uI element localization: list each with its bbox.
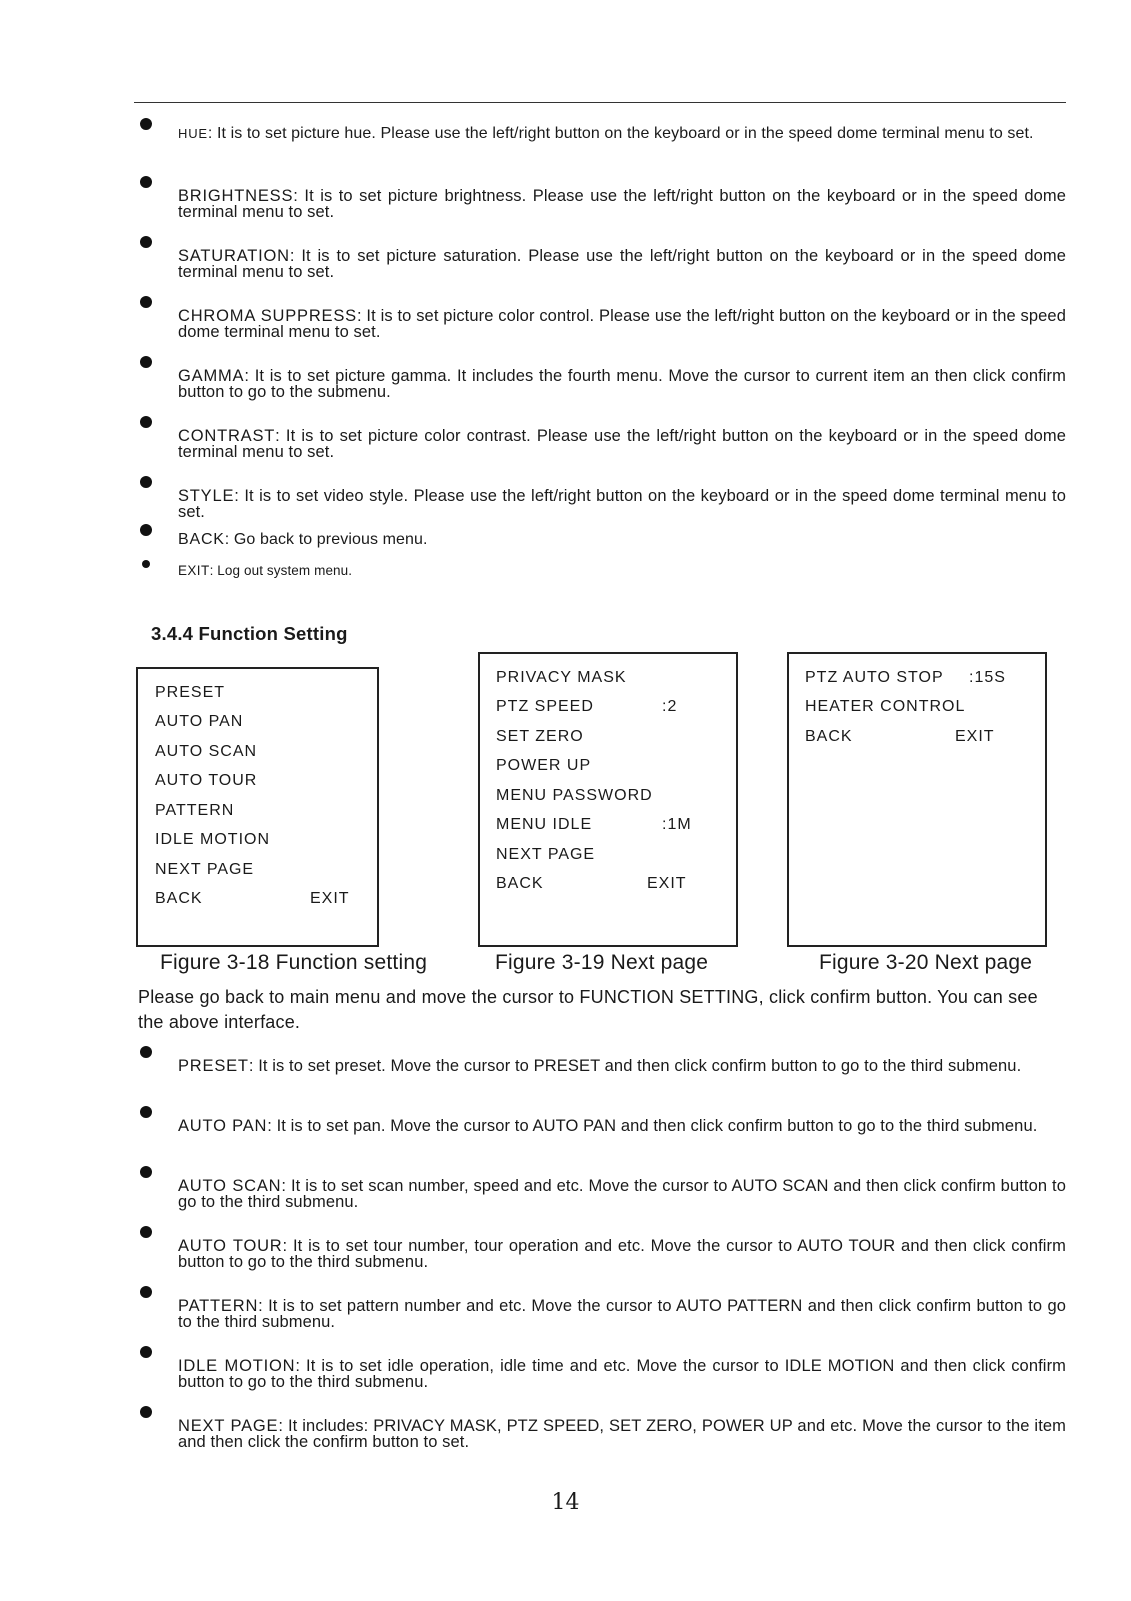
bullet-keyword: NEXT PAGE <box>178 1417 279 1435</box>
intro-paragraph: Please go back to main menu and move the cursor to FUNCTION SETTING, click confirm button. You can see the above interface. <box>138 987 1038 1032</box>
menu-value-menu-idle: :1M <box>662 816 692 833</box>
menu-item-idle-motion: IDLE MOTION <box>155 831 271 848</box>
bullet-keyword: HUE <box>178 126 208 141</box>
bullet-text: : It is to set picture color control. Please use the left/right button on the keyboard or in the speed dome terminal menu to set. <box>178 307 1066 341</box>
menu-item-power-up: POWER UP <box>496 757 592 774</box>
bullet-icon <box>140 118 152 130</box>
bullet-keyword: EXIT <box>178 563 210 578</box>
menu-item-set-zero: SET ZERO <box>496 728 584 745</box>
bullet-text: : Log out system menu. <box>209 563 353 578</box>
bullet-icon <box>140 1406 152 1418</box>
bullet-keyword: CHROMA SUPPRESS <box>178 307 357 325</box>
list-item <box>134 1346 1066 1390</box>
menu-item-preset: PRESET <box>155 684 226 701</box>
bullet-text: : It is to set picture brightness. Please use the left/right button on the keyboard or in the speed dome terminal menu to set. <box>178 187 1066 221</box>
bullet-keyword: STYLE <box>178 487 235 505</box>
menu-item-auto-scan: AUTO SCAN <box>155 743 258 760</box>
bullet-keyword: AUTO PAN <box>178 1117 268 1135</box>
list-item <box>134 560 1066 580</box>
menu-item-menu-idle: MENU IDLE <box>496 816 593 833</box>
bullet-icon <box>140 1226 152 1238</box>
list-item <box>134 236 1066 280</box>
menu-item-privacy-mask: PRIVACY MASK <box>496 669 627 686</box>
menu-item-back: BACK <box>155 890 203 907</box>
bullet-text: : It is to set picture gamma. It includes the fourth menu. Move the cursor to current item an then click confirm button to go to the submenu. <box>178 367 1066 401</box>
bullet-icon <box>142 560 150 568</box>
menu-item-auto-pan: AUTO PAN <box>155 713 244 730</box>
bullet-text: : Go back to previous menu. <box>224 531 428 548</box>
menu-item-ptz-speed: PTZ SPEED <box>496 698 594 715</box>
bullet-keyword: CONTRAST <box>178 427 276 445</box>
bullet-icon <box>140 476 152 488</box>
menu-item-exit: EXIT <box>955 728 995 745</box>
bullet-icon <box>140 236 152 248</box>
bullet-text: : It is to set video style. Please use the left/right button on the keyboard or in the speed dome terminal menu to set. <box>178 487 1066 521</box>
figure-caption-3-19: Figure 3-19 Next page <box>495 951 709 974</box>
list-item <box>134 176 1066 220</box>
bullet-text: : It is to set idle operation, idle time and etc. Move the cursor to IDLE MOTION and then click confirm button to go to the third submenu. <box>178 1357 1067 1391</box>
bullet-icon <box>140 296 152 308</box>
bullet-text: : It is to set picture hue. Please use the left/right button on the keyboard or in the speed dome terminal menu to set. <box>207 125 1034 142</box>
bullet-text: : It is to set pan. Move the cursor to AUTO PAN and then click confirm button to go to the third submenu. <box>267 1117 1038 1135</box>
bullet-icon <box>140 416 152 428</box>
bullet-keyword: AUTO TOUR <box>178 1237 283 1255</box>
list-item <box>134 524 1066 550</box>
page-number: 14 <box>551 1490 580 1515</box>
menu-function-setting <box>136 667 379 947</box>
bullet-keyword: BACK <box>178 531 225 548</box>
menu-item-heater-control: HEATER CONTROL <box>805 698 966 715</box>
list-item <box>134 356 1066 400</box>
list-item <box>134 1286 1066 1330</box>
bullet-keyword: IDLE MOTION <box>178 1357 296 1375</box>
menu-item-next-page: NEXT PAGE <box>155 861 255 878</box>
list-item <box>134 1106 1066 1134</box>
menu-item-menu-password: MENU PASSWORD <box>496 787 653 804</box>
bullet-icon <box>140 1106 152 1118</box>
bullet-icon <box>140 524 152 536</box>
bullet-keyword: PATTERN <box>178 1297 259 1315</box>
menu-next-page-1 <box>478 652 738 947</box>
menu-item-exit: EXIT <box>310 890 350 907</box>
menu-next-page-2 <box>787 652 1047 947</box>
bullet-keyword: GAMMA <box>178 367 245 385</box>
bullet-text: : It is to set pattern number and etc. Move the cursor to AUTO PATTERN and then click confirm button to go to the third submenu. <box>178 1297 1066 1331</box>
list-item <box>134 1166 1066 1210</box>
menu-item-next-page: NEXT PAGE <box>496 846 596 863</box>
bullet-icon <box>140 1166 152 1178</box>
bullet-text: : It is to set preset. Move the cursor to PRESET and then click confirm button to go to the third submenu. <box>248 1057 1022 1075</box>
list-item <box>134 1046 1066 1074</box>
menu-item-auto-tour: AUTO TOUR <box>155 772 258 789</box>
figure-caption-3-20: Figure 3-20 Next page <box>819 951 1033 974</box>
figure-caption-3-18: Figure 3-18 Function setting <box>160 951 428 974</box>
bullet-text: : It is to set picture color contrast. Please use the left/right button on the keyboard or in the speed dome terminal menu to set. <box>178 427 1066 461</box>
bullet-text: : It includes: PRIVACY MASK, PTZ SPEED, SET ZERO, POWER UP and etc. Move the cursor to the item and then click the confirm button to set. <box>178 1417 1066 1451</box>
menu-item-back: BACK <box>805 728 853 745</box>
menu-item-pattern: PATTERN <box>155 802 235 819</box>
bullet-keyword: SATURATION <box>178 247 290 265</box>
bullet-keyword: PRESET <box>178 1057 249 1075</box>
list-item <box>134 1406 1066 1450</box>
bullet-icon <box>140 1346 152 1358</box>
bullet-keyword: BRIGHTNESS <box>178 187 294 205</box>
bullet-text: : It is to set scan number, speed and etc. Move the cursor to AUTO SCAN and then click confirm button to go to the third submenu. <box>178 1177 1066 1211</box>
list-item <box>134 416 1066 460</box>
menu-value-ptz-auto-stop: :15S <box>969 669 1006 686</box>
list-item <box>134 118 1066 144</box>
list-item <box>134 476 1066 520</box>
menu-item-back: BACK <box>496 875 544 892</box>
list-item <box>134 1226 1066 1270</box>
bullet-text: : It is to set picture saturation. Please use the left/right button on the keyboard or in the speed dome terminal menu to set. <box>178 247 1066 281</box>
bullet-icon <box>140 1286 152 1298</box>
bullet-icon <box>140 356 152 368</box>
bullet-icon <box>140 1046 152 1058</box>
list-item <box>134 296 1066 340</box>
menu-item-ptz-auto-stop: PTZ AUTO STOP <box>805 669 944 686</box>
header-rule <box>134 102 1066 103</box>
bullet-text: : It is to set tour number, tour operation and etc. Move the cursor to AUTO TOUR and then click confirm button to go to the third submenu. <box>178 1237 1066 1271</box>
menu-value-ptz-speed: :2 <box>662 698 678 715</box>
menu-item-exit: EXIT <box>647 875 687 892</box>
bullet-icon <box>140 176 152 188</box>
bullet-keyword: AUTO SCAN <box>178 1177 282 1195</box>
section-heading: 3.4.4 Function Setting <box>151 623 348 644</box>
